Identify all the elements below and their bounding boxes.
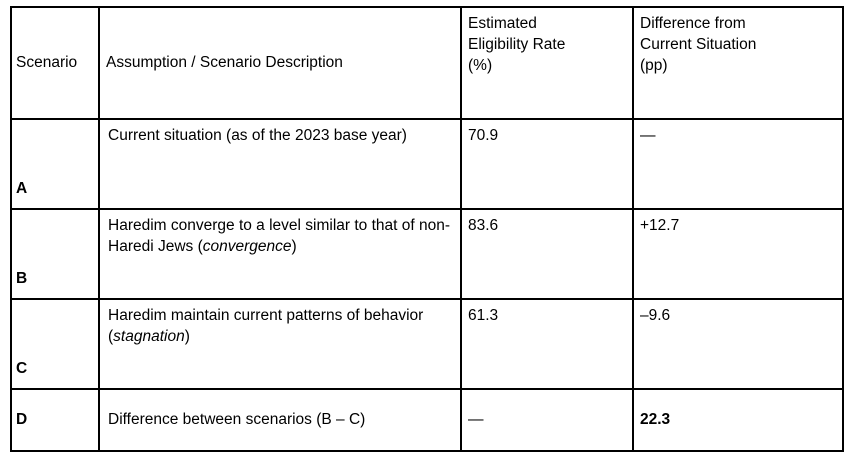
cell-rate-c: 61.3: [461, 299, 633, 389]
column-header-difference-line3: (pp): [640, 56, 668, 74]
column-header-eligibility-rate-line2: Eligibility Rate: [468, 35, 566, 53]
table-row: [11, 119, 843, 209]
cell-difference-c: –9.6: [633, 299, 843, 389]
cell-scenario-d: D: [11, 389, 99, 451]
cell-difference-a: —: [633, 119, 843, 209]
description-text-post-b: ): [291, 237, 297, 255]
description-emphasis-b: convergence: [202, 237, 292, 255]
cell-rate-a: 70.9: [461, 119, 633, 209]
cell-difference-b: +12.7: [633, 209, 843, 299]
description-text-c: Haredim maintain current patterns of behavior (: [108, 307, 424, 345]
table-header: [11, 7, 843, 119]
cell-rate-b: 83.6: [461, 209, 633, 299]
table-body: [11, 119, 843, 451]
cell-description-b: [99, 209, 461, 299]
cell-description-d: [99, 389, 461, 451]
table-row: [11, 299, 843, 389]
cell-rate-d: —: [461, 389, 633, 451]
cell-scenario-a: A: [11, 119, 99, 209]
cell-scenario-b: B: [11, 209, 99, 299]
cell-scenario-c: C: [11, 299, 99, 389]
column-header-difference: [633, 7, 843, 119]
description-text-post-c: ): [184, 327, 190, 345]
table-row: [11, 209, 843, 299]
description-emphasis-c: stagnation: [113, 327, 185, 345]
table-header-row: [11, 7, 843, 119]
column-header-eligibility-rate-line1: Estimated: [468, 15, 537, 32]
column-header-difference-line1: Difference from: [640, 15, 746, 32]
cell-description-a: [99, 119, 461, 209]
table-row: [11, 389, 843, 451]
column-header-description: Assumption / Scenario Description: [99, 7, 461, 119]
column-header-scenario: Scenario: [11, 7, 99, 119]
column-header-difference-line2: Current Situation: [640, 35, 757, 53]
description-text-d: Difference between scenarios (B – C): [108, 410, 366, 428]
scenario-comparison-table: [10, 6, 844, 452]
description-text-a: Current situation (as of the 2023 base year): [108, 127, 407, 144]
column-header-eligibility-rate-line3: (%): [468, 56, 493, 74]
cell-description-c: [99, 299, 461, 389]
cell-difference-d: 22.3: [633, 389, 843, 451]
description-text-b: Haredim converge to a level similar to that of non-Haredi Jews (: [108, 217, 451, 255]
column-header-eligibility-rate: [461, 7, 633, 119]
